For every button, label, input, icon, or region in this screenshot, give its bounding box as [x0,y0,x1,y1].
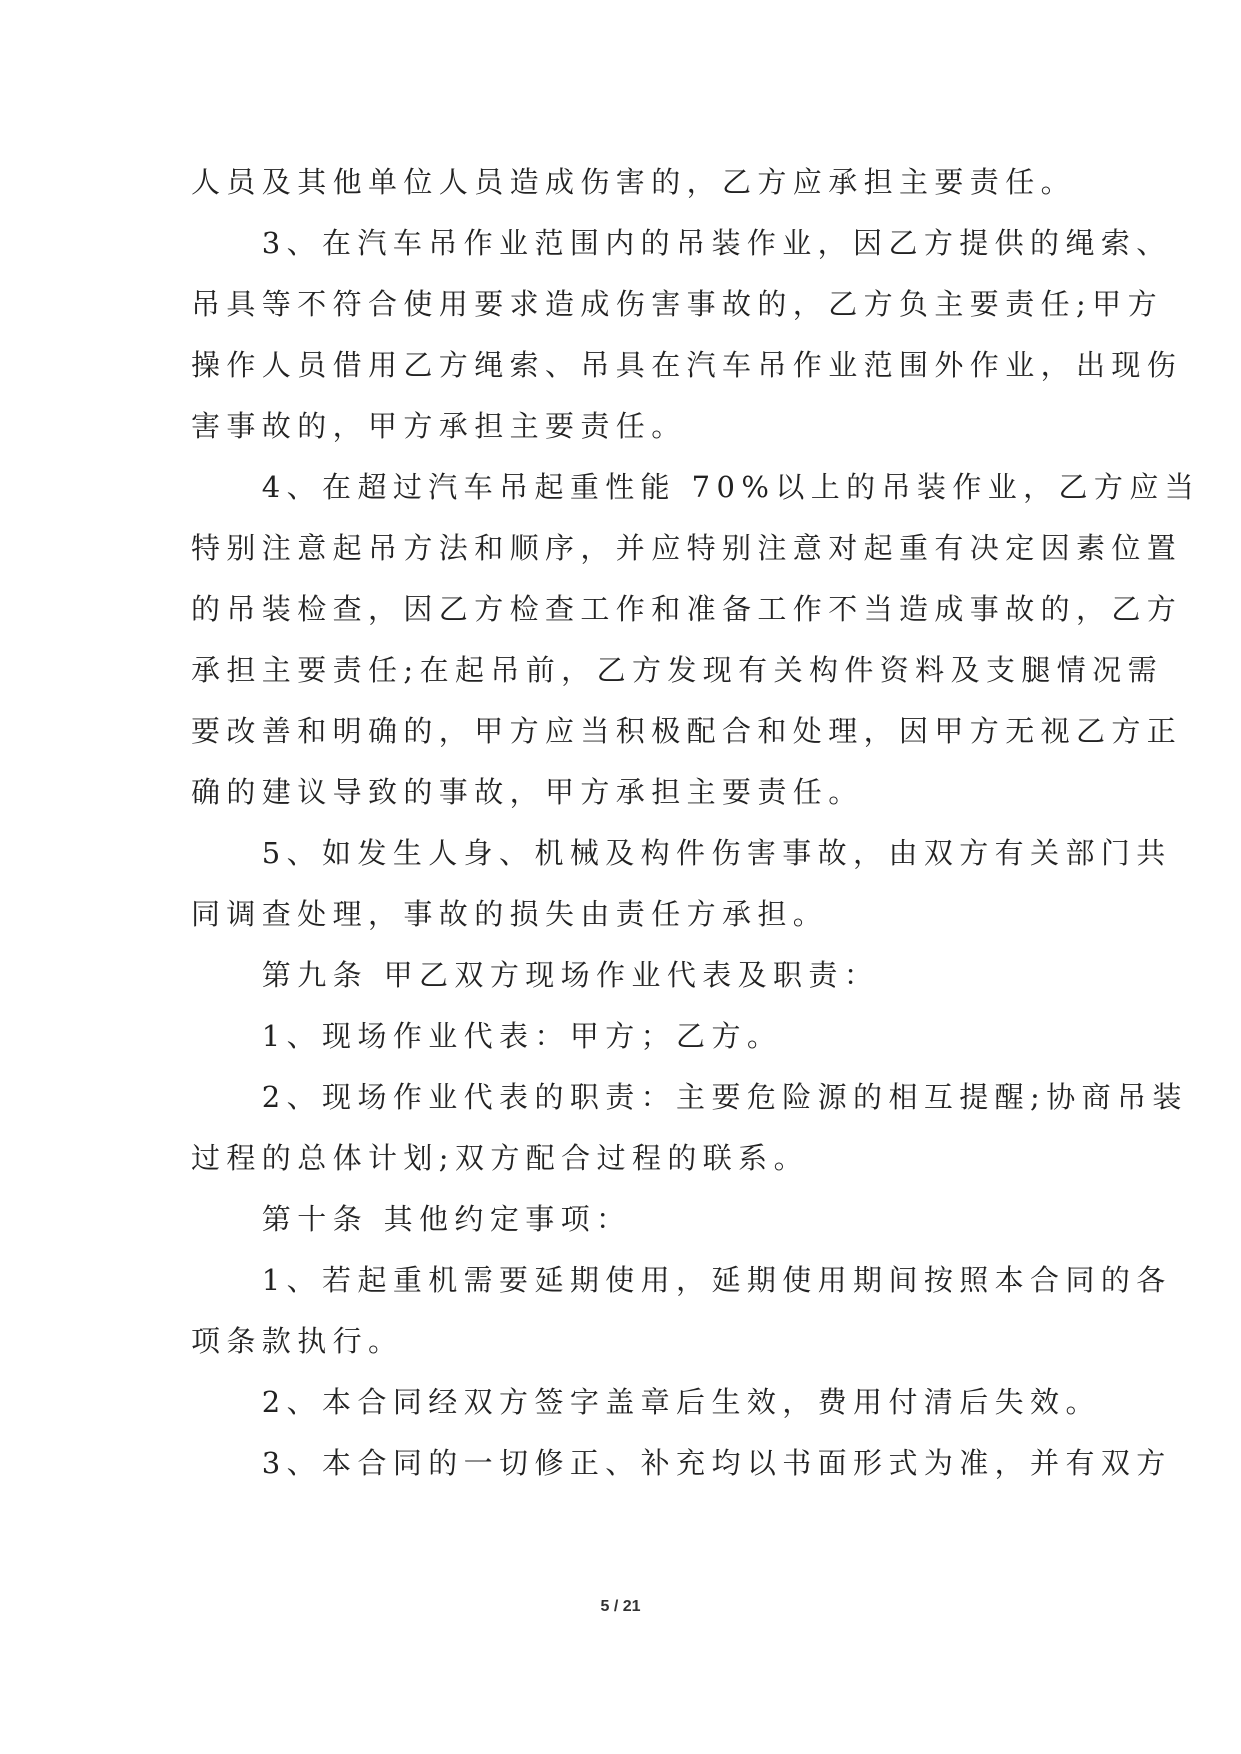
text-line: 1、现场作业代表：甲方；乙方。 [191,1019,783,1053]
section-heading-line: 第九条 甲乙双方现场作业代表及职责： [191,958,880,992]
text-line: 操作人员借用乙方绳索、吊具在汽车吊作业范围外作业，出现伤 [191,348,1183,382]
text-line: 害事故的，甲方承担主要责任。 [191,409,687,443]
text-line: 项条款执行。 [191,1324,404,1358]
document-body [191,150,1201,1492]
text-line: 过程的总体计划;双方配合过程的联系。 [191,1141,809,1175]
text-line: 同调查处理，事故的损失由责任方承担。 [191,897,829,931]
text-line: 2、现场作业代表的职责：主要危险源的相互提醒;协商吊装 [191,1080,1188,1114]
text-line: 2、本合同经双方签字盖章后生效，费用付清后失效。 [191,1385,1101,1419]
text-line: 确的建议导致的事故，甲方承担主要责任。 [191,775,864,809]
text-line: 吊具等不符合使用要求造成伤害事故的，乙方负主要责任;甲方 [191,287,1163,321]
text-line: 要改善和明确的，甲方应当积极配合和处理，因甲方无视乙方正 [191,714,1183,748]
text-line: 承担主要责任;在起吊前，乙方发现有关构件资料及支腿情况需 [191,653,1163,687]
page-number: 5 / 21 [600,1598,641,1615]
text-line: 人员及其他单位人员造成伤害的，乙方应承担主要责任。 [191,165,1077,199]
text-line: 4、在超过汽车吊起重性能 70%以上的吊装作业，乙方应当 [191,470,1201,504]
text-line: 特别注意起吊方法和顺序，并应特别注意对起重有决定因素位置 [191,531,1183,565]
text-line: 的吊装检查，因乙方检查工作和准备工作不当造成事故的，乙方 [191,592,1183,626]
text-line: 1、若起重机需要延期使用，延期使用期间按照本合同的各 [191,1263,1172,1297]
text-line: 3、本合同的一切修正、补充均以书面形式为准，并有双方 [191,1446,1172,1480]
section-heading-line: 第十条 其他约定事项： [191,1202,632,1236]
text-line: 5、如发生人身、机械及构件伤害事故，由双方有关部门共 [191,836,1172,870]
text-line: 3、在汽车吊作业范围内的吊装作业，因乙方提供的绳索、 [191,226,1172,260]
